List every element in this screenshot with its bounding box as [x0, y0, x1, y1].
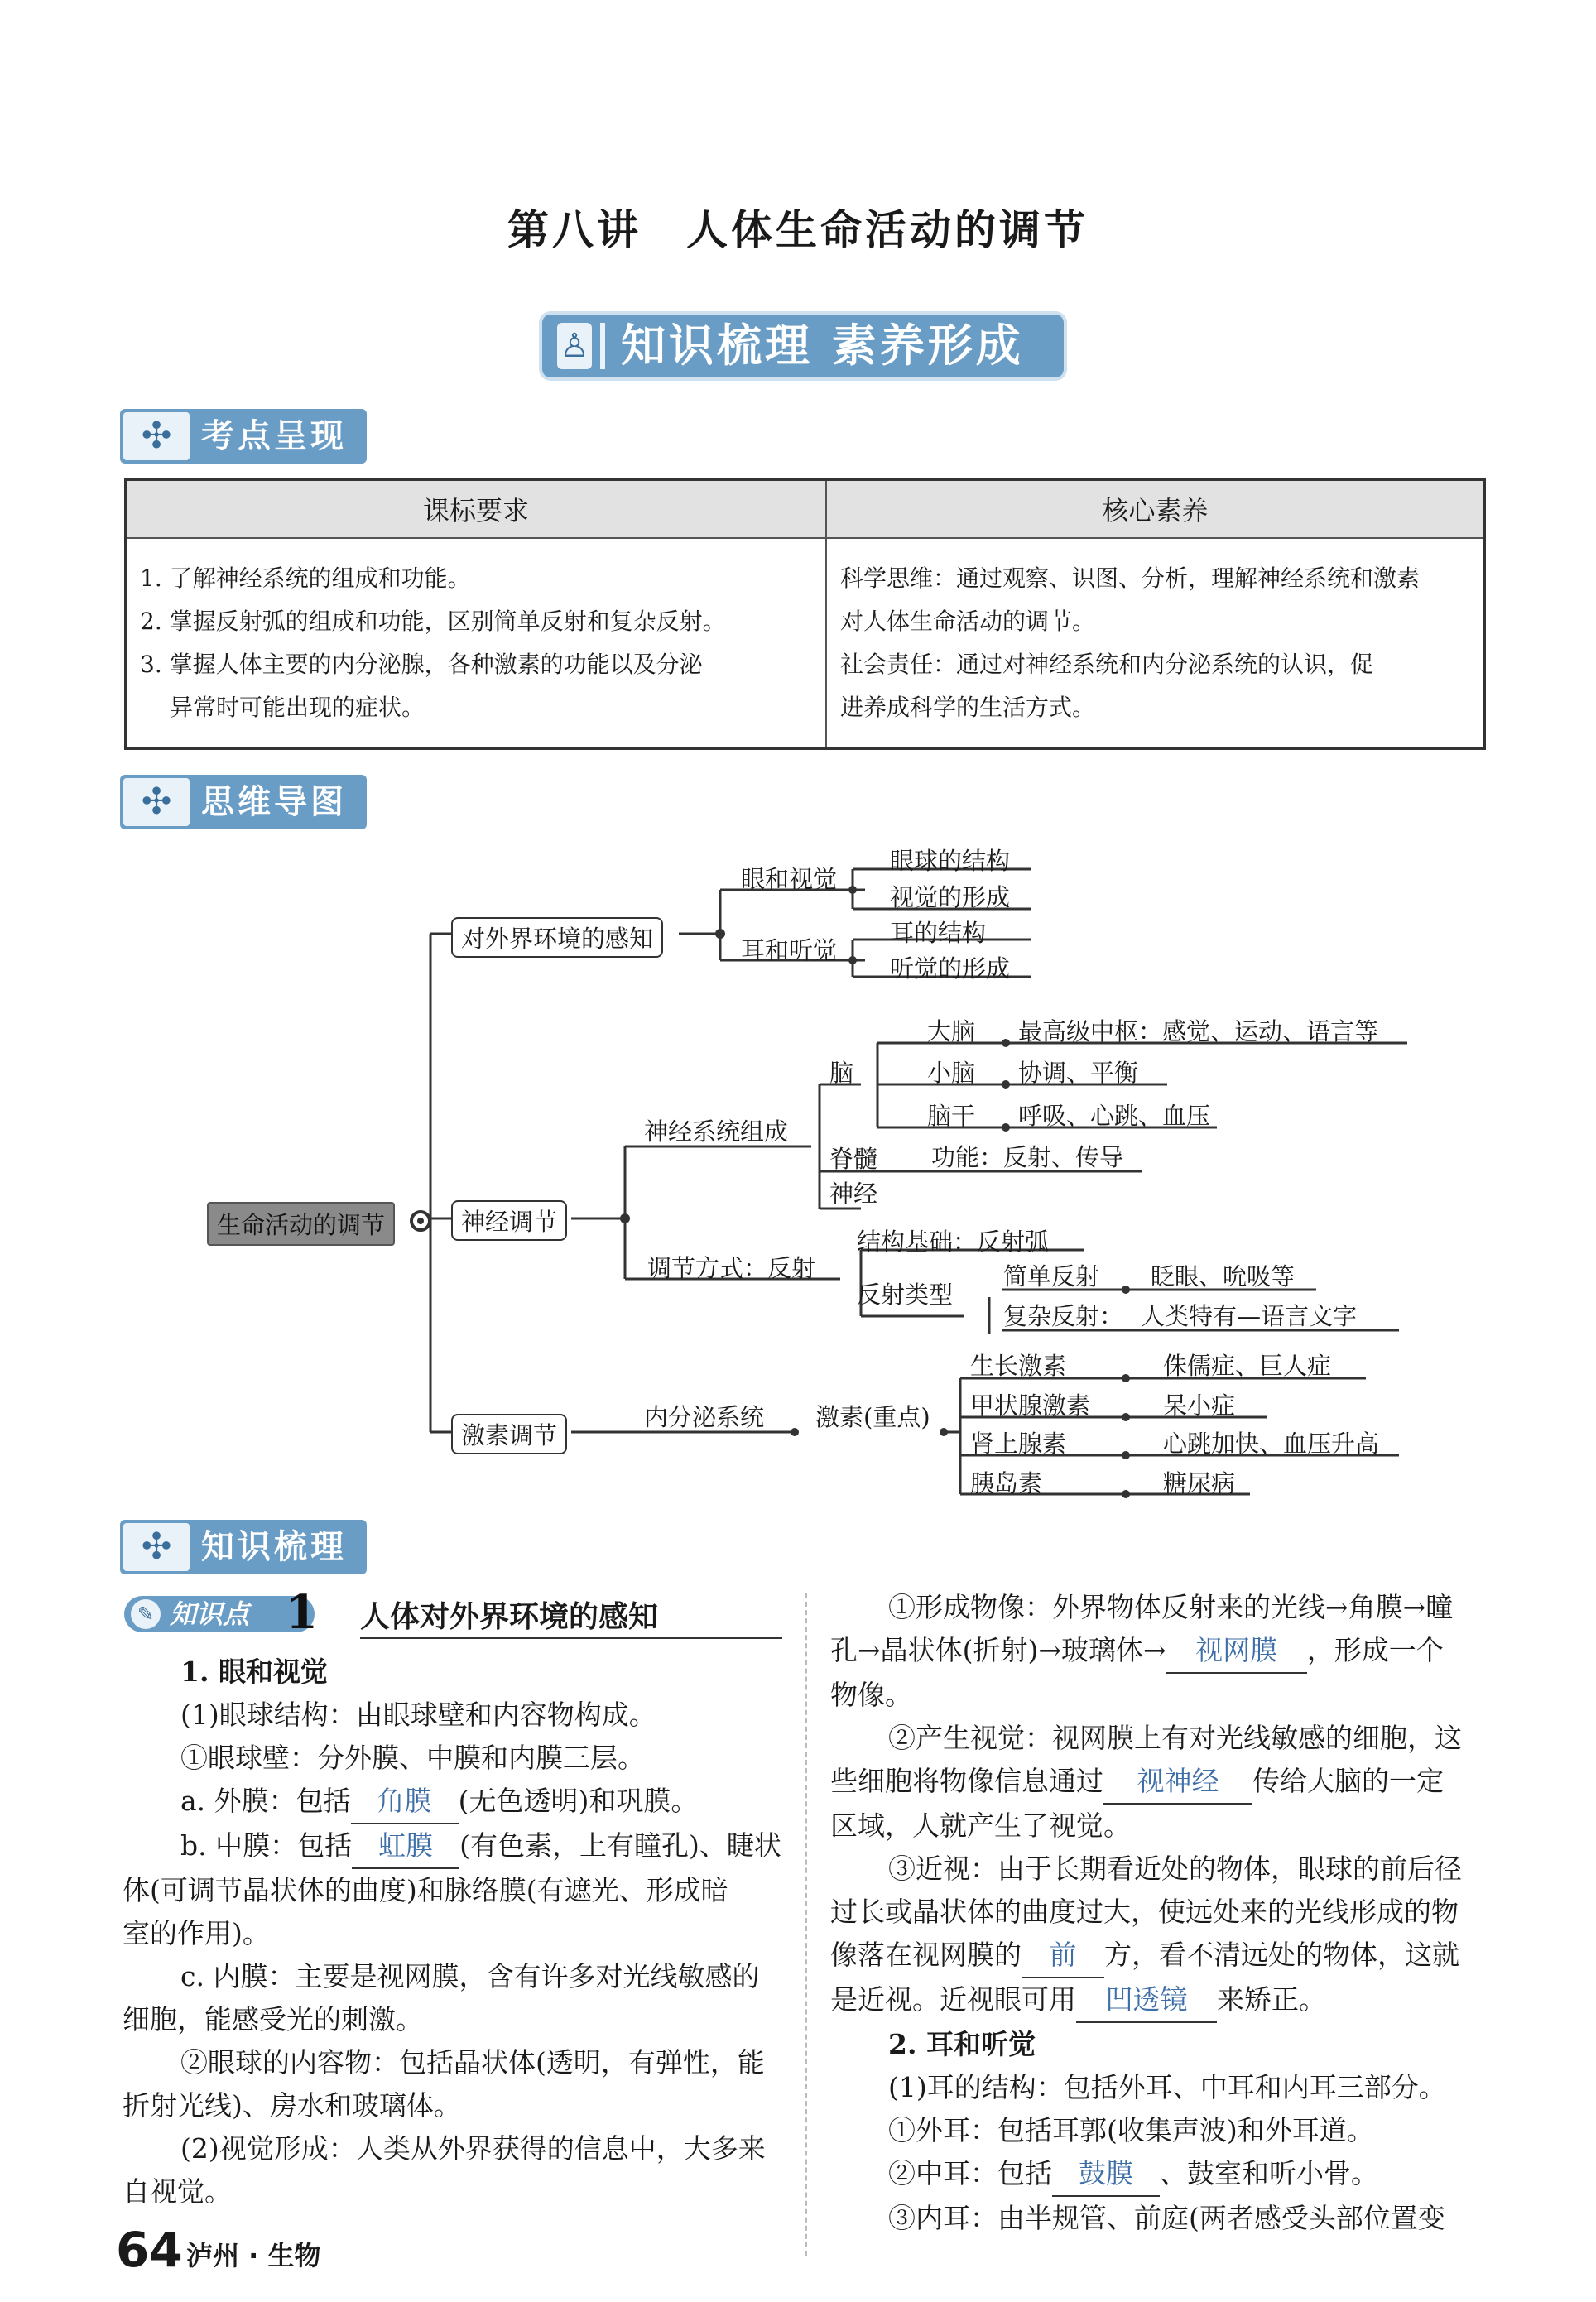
- text: 方，看不清远处的物体，这就: [1104, 1939, 1459, 1971]
- para-eye-contents: ②眼球的内容物：包括晶状体(透明，有弹性，能: [180, 2046, 765, 2079]
- text: 孔→晶状体(折射)→玻璃体→: [830, 1634, 1166, 1666]
- mindmap-complex-reflex: 复杂反射：: [1003, 1302, 1124, 1330]
- column-divider: [805, 1593, 807, 2256]
- tag-knowledge-label: 知识梳理: [201, 1528, 347, 1566]
- arrows-in-icon: ✣: [123, 778, 190, 826]
- para-inner-membrane: c. 内膜：主要是视网膜，含有许多对光线敏感的: [180, 1960, 760, 1992]
- tag-mindmap-label: 思维导图: [201, 783, 347, 821]
- para-inner-ear: ③内耳：由半规管、前庭(两者感受头部位置变: [888, 2202, 1445, 2234]
- mindmap-nervous-composition: 神经系统组成: [644, 1117, 789, 1146]
- mindmap-nerve: 神经: [829, 1180, 878, 1208]
- text: 来矫正。: [1217, 1983, 1326, 2016]
- text: 像落在视网膜的: [830, 1939, 1022, 1971]
- mindmap-brainstem-desc: 呼吸、心跳、血压: [1018, 1102, 1211, 1130]
- text: ，形成一个: [1306, 1634, 1444, 1666]
- banner-text: 知识梳理 素养形成: [621, 320, 1024, 372]
- text: b. 中膜：包括: [180, 1829, 353, 1862]
- para-eye-structure: (1)眼球结构：由眼球壁和内容物构成。: [180, 1699, 656, 1731]
- page-title: 第八讲 人体生命活动的调节: [507, 205, 1089, 254]
- para-outer-membrane: [123, 1780, 781, 1824]
- text-line: 过长或晶状体的曲度过大，使远处来的光线形成的物: [830, 1896, 1459, 1928]
- para-myopia: ③近视：由于长期看近处的物体，眼球的前后径: [888, 1853, 1462, 1885]
- text-line: [830, 1629, 1462, 1674]
- mindmap-vision-formation: 视觉的形成: [890, 883, 1011, 911]
- knowledge-point-label: 知识点: [170, 1598, 250, 1630]
- knowledge-point-badge: [124, 1585, 318, 1640]
- text: 是近视。近视眼可用: [830, 1983, 1076, 2016]
- text-line: 室的作用)。: [123, 1917, 270, 1949]
- table-header: 核心素养: [826, 480, 1485, 539]
- answer-blank: 鼓膜: [1052, 2152, 1160, 2197]
- text-line: [830, 1934, 1462, 1978]
- para-ear-structure: (1)耳的结构：包括外耳、中耳和内耳三部分。: [888, 2071, 1446, 2103]
- mindmap-root: 生命活动的调节: [207, 1202, 395, 1246]
- answer-blank: 视网膜: [1166, 1629, 1307, 1674]
- left-column: [123, 1651, 781, 2213]
- text: 些细胞将物像信息通过: [830, 1765, 1103, 1797]
- mindmap-endocrine: 内分泌系统: [644, 1403, 765, 1431]
- table-line: 异常时可能出现的症状。: [170, 694, 425, 721]
- text: a. 外膜：包括: [180, 1785, 351, 1817]
- para-vision-produce: ②产生视觉：视网膜上有对光线敏感的细胞，这: [888, 1722, 1462, 1754]
- table-line: 进养成科学的生活方式。: [840, 694, 1096, 721]
- table-line: 社会责任：通过对神经系统和内分泌系统的认识，促: [840, 651, 1374, 678]
- mindmap-ear-structure: 耳的结构: [890, 919, 987, 947]
- tag-knowledge: [120, 1520, 367, 1574]
- mindmap-spinal-cord: 脊髓: [829, 1145, 878, 1173]
- text-line: 体(可调节晶状体的曲度)和脉络膜(有遮光、形成暗: [123, 1874, 728, 1906]
- mindmap-hearing-formation: 听觉的形成: [890, 954, 1011, 983]
- mindmap-complex-reflex-desc: 人类特有—语言文字: [1141, 1302, 1358, 1330]
- para-eye-vision: 1. 眼和视觉: [180, 1656, 328, 1688]
- right-column: [830, 1586, 1462, 2240]
- table-line: 3. 掌握人体主要的内分泌腺，各种激素的功能以及分泌: [140, 651, 703, 678]
- mindmap-spinal-cord-desc: 功能：反射、传导: [931, 1143, 1124, 1171]
- text-line: 细胞，能感受光的刺激。: [123, 2003, 423, 2035]
- tag-exam-label: 考点呈现: [201, 417, 347, 455]
- text-line: [830, 1760, 1462, 1805]
- mindmap-insulin-desc: 糖尿病: [1163, 1469, 1236, 1497]
- mindmap-reflex-basis: 结构基础：反射弧: [857, 1228, 1050, 1256]
- arrows-in-icon: ✣: [123, 412, 190, 460]
- mindmap-growth-hormone: 生长激素: [970, 1352, 1067, 1380]
- footer-label: 泸州 · 生物: [186, 2240, 321, 2271]
- answer-blank: 角膜: [351, 1780, 459, 1824]
- knowledge-point-number: 1: [286, 1585, 318, 1640]
- mindmap-adrenaline: 肾上腺素: [970, 1430, 1067, 1458]
- mindmap-neural: 神经调节: [451, 1200, 567, 1241]
- answer-blank: 前: [1022, 1934, 1104, 1978]
- table-line: 2. 掌握反射弧的组成和功能，区别简单反射和复杂反射。: [140, 608, 726, 635]
- mindmap-cerebellum-desc: 协调、平衡: [1018, 1059, 1139, 1087]
- mindmap-hormone: 激素调节: [451, 1414, 567, 1454]
- text-line: 自视觉。: [123, 2175, 232, 2208]
- person-icon: ♙: [557, 323, 592, 369]
- mindmap-brainstem: 脑干: [927, 1102, 976, 1130]
- para-vision-formation: (2)视觉形成：人类从外界获得的信息中，大多来: [180, 2132, 766, 2165]
- mindmap-eye-structure: 眼球的结构: [890, 847, 1011, 875]
- para-middle-membrane: [123, 1824, 781, 1869]
- mindmap-simple-reflex-desc: 眨眼、吮吸等: [1151, 1262, 1296, 1290]
- mindmap-cerebrum: 大脑: [927, 1017, 976, 1045]
- para-image-formation: ①形成物像：外界物体反射来的光线→角膜→瞳: [888, 1591, 1454, 1623]
- mindmap-adrenaline-desc: 心跳加快、血压升高: [1163, 1430, 1380, 1458]
- text-line: 折射光线)、房水和玻璃体。: [123, 2089, 461, 2122]
- table-line: 对人体生命活动的调节。: [840, 608, 1096, 635]
- answer-blank: 虹膜: [352, 1824, 459, 1869]
- text: 、鼓室和听小骨。: [1160, 2157, 1378, 2189]
- mindmap-cerebellum: 小脑: [927, 1059, 976, 1087]
- mindmap-reflex-type: 反射类型: [857, 1281, 954, 1309]
- knowledge-point-title: 人体对外界环境的感知: [360, 1596, 782, 1639]
- mindmap-eye: 眼和视觉: [741, 865, 838, 893]
- para-ear-hearing: 2. 耳和听觉: [888, 2028, 1036, 2060]
- para-eye-wall: ①眼球壁：分外膜、中膜和内膜三层。: [180, 1742, 645, 1774]
- mindmap-growth-hormone-desc: 侏儒症、巨人症: [1163, 1352, 1332, 1380]
- text: ②中耳：包括: [888, 2157, 1052, 2189]
- para-middle-ear: [830, 2152, 1462, 2197]
- mindmap-hormones-key: 激素(重点): [815, 1403, 930, 1431]
- table-line: 科学思维：通过观察、识图、分析，理解神经系统和激素: [840, 565, 1421, 592]
- pen-icon: ✎: [131, 1599, 161, 1629]
- table-line: 1. 了解神经系统的组成和功能。: [140, 565, 471, 592]
- table-header: 课标要求: [126, 480, 827, 539]
- mindmap-thyroid-hormone: 甲状腺激素: [970, 1391, 1091, 1420]
- mindmap-brain: 脑: [829, 1059, 854, 1087]
- mindmap-simple-reflex: 简单反射: [1003, 1262, 1100, 1290]
- answer-blank: 凹透镜: [1076, 1978, 1217, 2023]
- text: (有色素，上有瞳孔)、睫状: [459, 1829, 781, 1862]
- text-line: [830, 1978, 1462, 2023]
- text-line: 物像。: [830, 1679, 912, 1711]
- page-number: 64: [116, 2222, 183, 2278]
- text-line: 区域，人就产生了视觉。: [830, 1809, 1131, 1842]
- text: (无色透明)和巩膜。: [458, 1785, 699, 1817]
- mindmap-ear: 耳和听觉: [741, 936, 838, 964]
- mindmap-cerebrum-desc: 最高级中枢：感觉、运动、语言等: [1018, 1017, 1379, 1045]
- mindmap-perception: 对外界环境的感知: [451, 917, 663, 958]
- para-outer-ear: ①外耳：包括耳郭(收集声波)和外耳道。: [888, 2114, 1374, 2146]
- mindmap-regulation-mode: 调节方式：反射: [647, 1254, 816, 1282]
- mindmap-thyroid-hormone-desc: 呆小症: [1163, 1391, 1236, 1420]
- answer-blank: 视神经: [1103, 1760, 1252, 1805]
- text: 传给大脑的一定: [1252, 1765, 1444, 1797]
- arrows-in-icon: ✣: [123, 1523, 190, 1571]
- mindmap-insulin: 胰岛素: [970, 1469, 1043, 1497]
